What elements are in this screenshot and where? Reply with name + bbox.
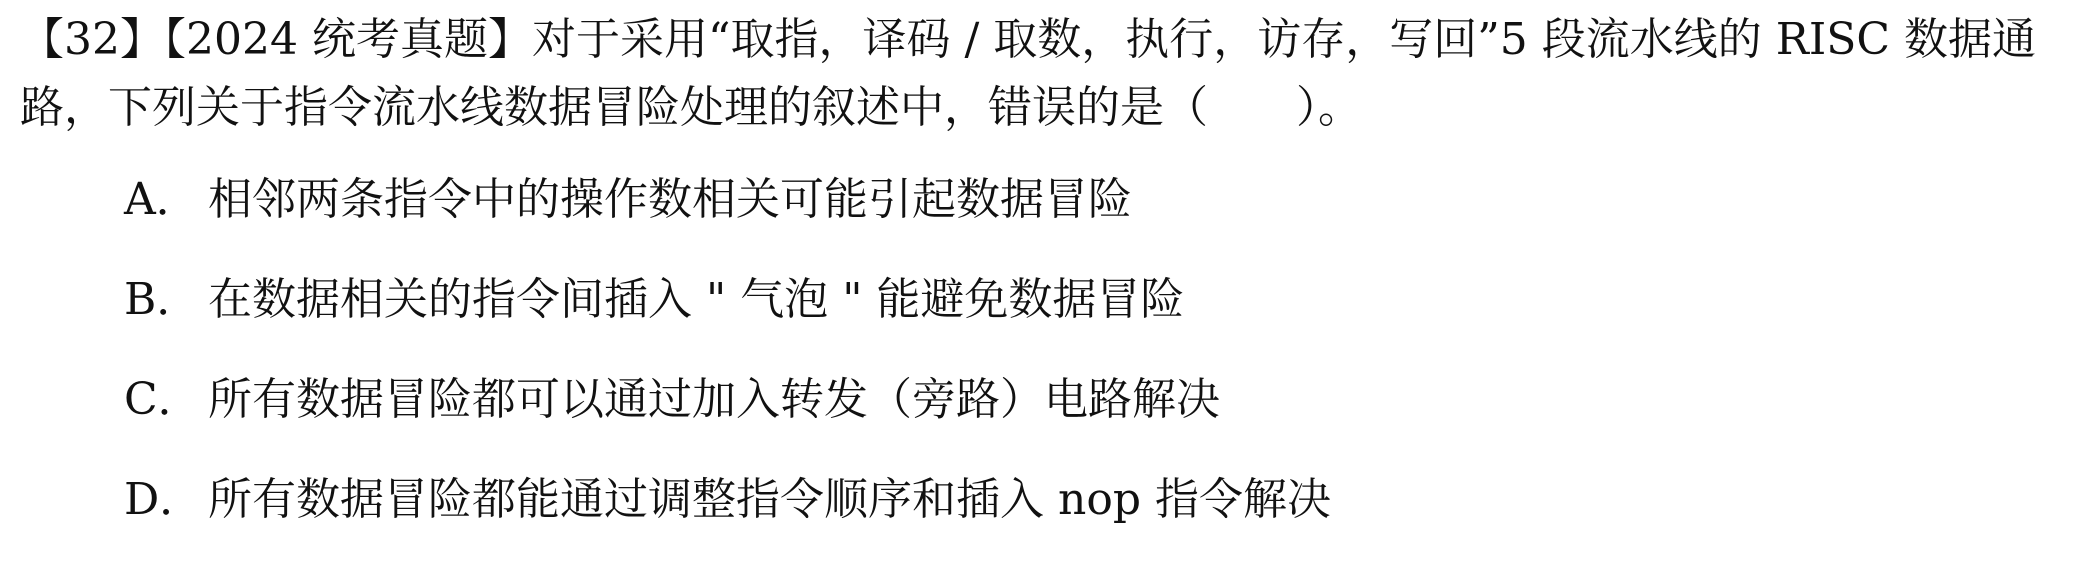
question-number: 【32】 — [20, 14, 164, 65]
option-b-text: 在数据相关的指令间插入 " 气泡 " 能避免数据冒险 — [208, 274, 1185, 325]
option-b-letter: B． — [124, 274, 201, 325]
option-c-text: 所有数据冒险都可以通过加入转发（旁路）电路解决 — [208, 374, 1220, 425]
option-b[interactable] — [124, 270, 1331, 370]
option-a-letter: A． — [124, 174, 200, 225]
option-a-text: 相邻两条指令中的操作数相关可能引起数据冒险 — [208, 174, 1132, 225]
option-a[interactable] — [124, 170, 1331, 270]
option-list — [124, 170, 1331, 570]
option-d-text: 所有数据冒险都能通过调整指令顺序和插入 nop 指令解决 — [208, 474, 1331, 525]
option-d-letter: D． — [124, 474, 204, 525]
question-text: 对于采用“取指，译码 / 取数，执行，访存，写回”5 段流水线的 RISC 数据通路，下列关于指令流水线数据冒险处理的叙述中，错误的是（ ）。 — [20, 14, 2037, 133]
option-c[interactable] — [124, 370, 1331, 470]
question-stem — [20, 6, 2061, 142]
option-d[interactable] — [124, 470, 1331, 570]
option-c-letter: C． — [124, 374, 202, 425]
question-source-tag: 【2024 统考真题】 — [164, 14, 532, 65]
